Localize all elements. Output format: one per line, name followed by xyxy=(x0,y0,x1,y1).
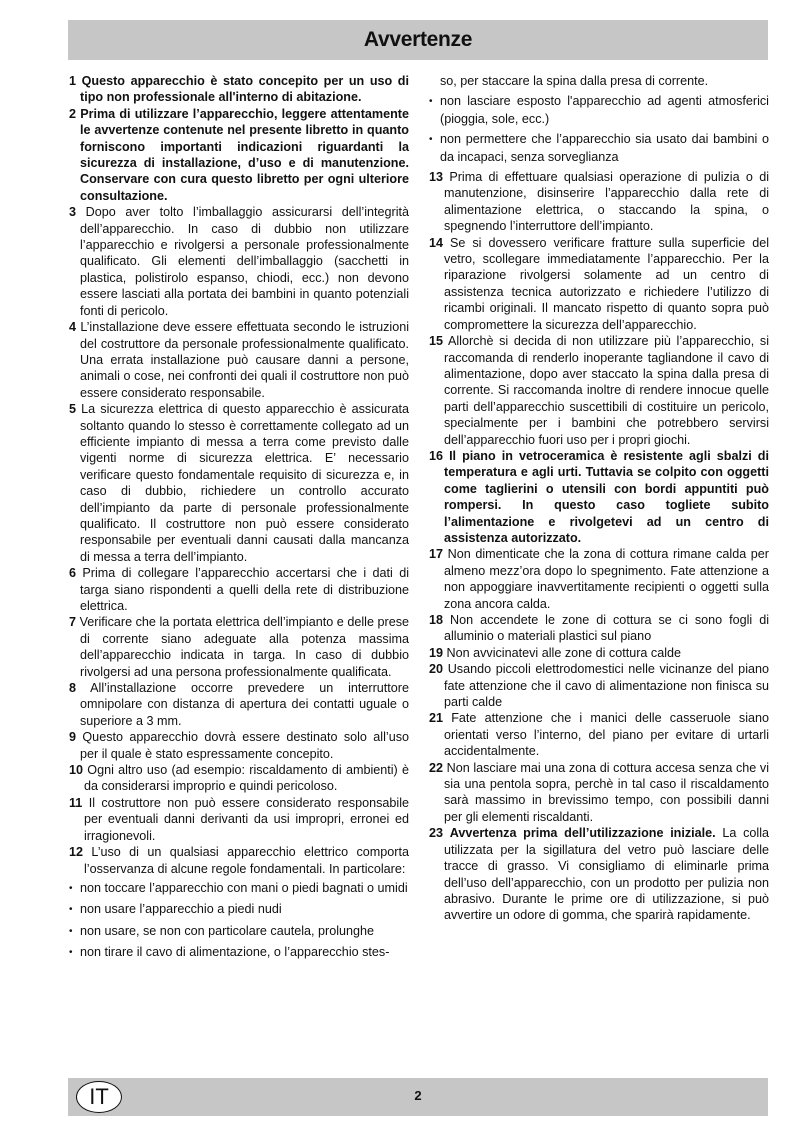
item-number: 9 xyxy=(69,730,77,745)
warning-item xyxy=(429,448,769,546)
bullet-item xyxy=(429,93,769,127)
bullet-item xyxy=(69,944,409,961)
item-lead: Avvertenza prima dell’utilizzazione iniziale. xyxy=(449,826,716,841)
item-text: La sicurezza elettrica di questo apparecchio è assicurata soltanto quando lo stesso è correttamente collegato ad un efficiente impianto di messa a terra come previsto dalle vigenti norme di sicurezza elettrica. E’ necessario verificare questo fondamentale requisito di sicurezza e, in caso di dubbio, richiedere un controllo accurato dell’impianto da parte di personale professionalmente qualificato. Il costruttore non può essere considerato responsabile per eventuali danni causati dalla mancanza di messa a terra dell’impianto. xyxy=(80,402,410,564)
item-number: 13 xyxy=(429,170,444,185)
item-number: 22 xyxy=(429,760,444,775)
item-number: 12 xyxy=(69,845,84,860)
item-text: Non lasciare mai una zona di cottura accesa senza che vi sia una pentola sopra, perchè in tal caso il riscaldamento sarà massimo in brevissimo tempo, con possibili danni per gli elementi riscaldanti. xyxy=(444,760,769,824)
bullet-text: non toccare l’apparecchio con mani o piedi bagnati o umidi xyxy=(80,880,408,895)
item-number: 7 xyxy=(69,615,77,630)
warning-item xyxy=(69,844,409,877)
warning-item xyxy=(429,661,769,710)
bullet-text: non permettere che l’apparecchio sia usato dai bambini o da incapaci, senza sorveglianza xyxy=(440,132,769,164)
bullet-icon: • xyxy=(429,134,433,146)
warning-item xyxy=(429,645,769,661)
item-text: Prima di effettuare qualsiasi operazione di pulizia o di manutenzione, disinserire l’apparecchio dalla rete di alimentazione elettrica, o staccando la spina, o spegnendo l’interruttore dell’impianto. xyxy=(444,170,770,234)
item-number: 10 xyxy=(69,763,84,778)
bullet-icon: • xyxy=(69,925,73,937)
warning-item xyxy=(429,710,769,759)
page-number: 2 xyxy=(414,1088,422,1103)
bullet-text: non usare, se non con particolare cautela, prolunghe xyxy=(80,923,375,938)
right-column xyxy=(429,73,769,924)
item-text: Non dimenticate che la zona di cottura rimane calda per almeno mezz’ora dopo lo spegnimento. Fate attenzione a non appoggiare inavvertitamente recipienti o oggetti sulla zona ancora calda. xyxy=(444,547,769,611)
item-text: Non avvicinatevi alle zone di cottura calde xyxy=(446,645,682,660)
bullet-icon: • xyxy=(69,904,73,916)
warning-item xyxy=(69,795,409,844)
warning-item xyxy=(69,319,409,401)
item-number: 23 xyxy=(429,826,444,841)
item-number: 19 xyxy=(429,645,444,660)
item-number: 2 xyxy=(69,106,77,121)
item-text: Il piano in vetroceramica è resistente agli sbalzi di temperatura e agli urti. Tuttavia se colpito con oggetti come taglierini o utensili con bordi appuntiti può rompersi. In questo caso togliete subito l’alimentazione e rivolgetevi ad un centro di assistenza autorizzato. xyxy=(444,448,769,545)
bullet-item xyxy=(69,901,409,918)
warning-item xyxy=(69,729,409,762)
warning-item xyxy=(69,614,409,680)
item-number: 18 xyxy=(429,613,444,627)
item-text: Non accendete le zone di cottura se ci sono fogli di alluminio o materiali plastici sul piano xyxy=(444,613,770,644)
warning-item xyxy=(429,169,769,235)
item-text: Ogni altro uso (ad esempio: riscaldamento di ambienti) è da considerarsi improprio e quindi pericoloso. xyxy=(84,763,410,794)
page-title: Avvertenze xyxy=(363,28,473,51)
item-number: 8 xyxy=(69,681,77,696)
bullet-item xyxy=(429,131,769,165)
item-text: L’installazione deve essere effettuata secondo le istruzioni del costruttore da personale professionalmente qualificato. Una errata installazione può causare danni a persone, animali o cose, nei confronti dei quali il costruttore non può essere considerato responsabile. xyxy=(80,320,409,400)
item-text: All’installazione occorre prevedere un interruttore omnipolare con distanza di apertura dei contatti uguale o superiore a 3 mm. xyxy=(80,681,409,728)
bullet-icon: • xyxy=(69,947,73,959)
bullet-continuation: so, per staccare la spina dalla presa di corrente. xyxy=(440,74,709,88)
warning-item xyxy=(69,401,409,565)
item-text: Il costruttore non può essere considerato responsabile per eventuali danni derivanti da usi impropri, erronei ed irragionevoli. xyxy=(84,795,410,843)
item-text: Prima di collegare l’apparecchio accertarsi che i dati di targa siano rispondenti a quelli della rete di distribuzione elettrica. xyxy=(80,566,410,613)
item-number: 14 xyxy=(429,235,444,250)
item-text: Verificare che la portata elettrica dell’impianto e delle prese di corrente siano adeguate alla potenza massima dell’apparecchio indicata in targa. In caso di dubbio rivolgersi ad una persona professionalmente qualificata. xyxy=(79,615,409,679)
warning-item xyxy=(429,760,769,826)
item-number: 20 xyxy=(429,662,444,677)
left-column xyxy=(69,73,409,966)
bullet-text: non lasciare esposto l'apparecchio ad agenti atmosferici (pioggia, sole, ecc.) xyxy=(440,94,769,126)
item-text: Questo apparecchio è stato concepito per un uso di tipo non professionale all'interno di abitazione. xyxy=(80,74,410,105)
page-footer xyxy=(68,1078,768,1116)
item-number: 4 xyxy=(69,320,77,335)
warning-item xyxy=(69,204,409,319)
item-text: Questo apparecchio dovrà essere destinato solo all’uso per il quale è stato espressamente concepito. xyxy=(80,730,410,761)
warning-item xyxy=(429,612,769,645)
bullet-item xyxy=(69,880,409,897)
item-number: 21 xyxy=(429,711,444,726)
item-text: Usando piccoli elettrodomestici nelle vicinanze del piano fate attenzione che il cavo di alimentazione non finisca su parti calde xyxy=(444,662,769,710)
bullet-item xyxy=(69,923,409,940)
warning-item xyxy=(429,546,769,612)
bullet-icon: • xyxy=(69,882,73,894)
warning-item xyxy=(429,235,769,333)
warning-item xyxy=(69,762,409,795)
item-text: L’uso di un qualsiasi apparecchio elettrico comporta l’osservanza di alcune regole fondamentali. In particolare: xyxy=(84,845,409,876)
language-badge: IT xyxy=(76,1081,122,1113)
item-text: Allorchè si decida di non utilizzare più l’apparecchio, si raccomanda di renderlo inoperante tagliandone il cavo di alimentazione, dopo aver staccato la spina dalla presa di corrente. Si raccomanda inoltre di rendere innocue quelle parti dell’apparecchio suscettibili di costituire un pericolo, specialmente per i bambini che potrebbero servirsi dell’apparecchio fuori uso per i propri giochi. xyxy=(444,334,770,447)
item-number: 15 xyxy=(429,334,444,349)
item-text: La colla utilizzata per la sigillatura del vetro può lasciare delle tracce di grasso. Vi consigliamo di eliminarle prima dell’uso dell’apparecchio, con un prodotto per pulizia non abrasivo. Durante le prime ore di utilizzazione, si può avvertire un odore di gomma, che sparirà rapidamente. xyxy=(444,826,769,923)
warning-item xyxy=(69,73,409,106)
warning-item xyxy=(69,565,409,614)
item-number: 16 xyxy=(429,448,444,463)
page-header xyxy=(68,20,768,60)
item-number: 6 xyxy=(69,566,77,581)
item-number: 5 xyxy=(69,402,77,417)
bullet-text: non usare l’apparecchio a piedi nudi xyxy=(80,902,282,917)
bullet-text: non tirare il cavo di alimentazione, o l’apparecchio stes- xyxy=(80,945,390,960)
item-text: Fate attenzione che i manici delle casseruole siano orientati verso l’interno, del piano per evitare di urtarli accidentalmente. xyxy=(444,711,770,759)
warning-item xyxy=(429,825,769,923)
warning-item xyxy=(69,680,409,729)
warning-item xyxy=(69,106,409,204)
item-text: Prima di utilizzare l’apparecchio, leggere attentamente le avvertenze contenute nel presente libretto in quanto forniscono importanti indicazioni riguardanti la sicurezza di installazione, d’uso e di manutenzione. Conservare con cura questo libretto per ogni ulteriore consultazione. xyxy=(80,106,409,203)
item-text: Se si dovessero verificare fratture sulla superficie del vetro, scollegare immediatamente l’apparecchio. Per la riparazione rivolgersi solamente ad un centro di assistenza tecnica autorizzato e richiedere l’utilizzo di ricambi originali. Il mancato rispetto di quanto sopra può compromettere la sicurezza dell’apparecchio. xyxy=(444,235,770,332)
item-number: 17 xyxy=(429,547,444,562)
item-number: 11 xyxy=(69,795,83,810)
warning-item xyxy=(429,333,769,448)
item-text: Dopo aver tolto l’imballaggio assicurarsi dell’integrità dell’apparecchio. In caso di dubbio non utilizzare l’apparecchio e rivolgersi a personale professionalmente qualificato. Gli elementi dell’imballaggio (sacchetti in plastica, polistirolo espanso, chiodi, ecc.) non devono essere lasciati alla portata dei bambini in quanto potenziali fonti di pericolo. xyxy=(80,205,409,318)
item-number: 1 xyxy=(69,74,77,88)
bullet-icon: • xyxy=(429,96,433,108)
item-number: 3 xyxy=(69,205,77,220)
